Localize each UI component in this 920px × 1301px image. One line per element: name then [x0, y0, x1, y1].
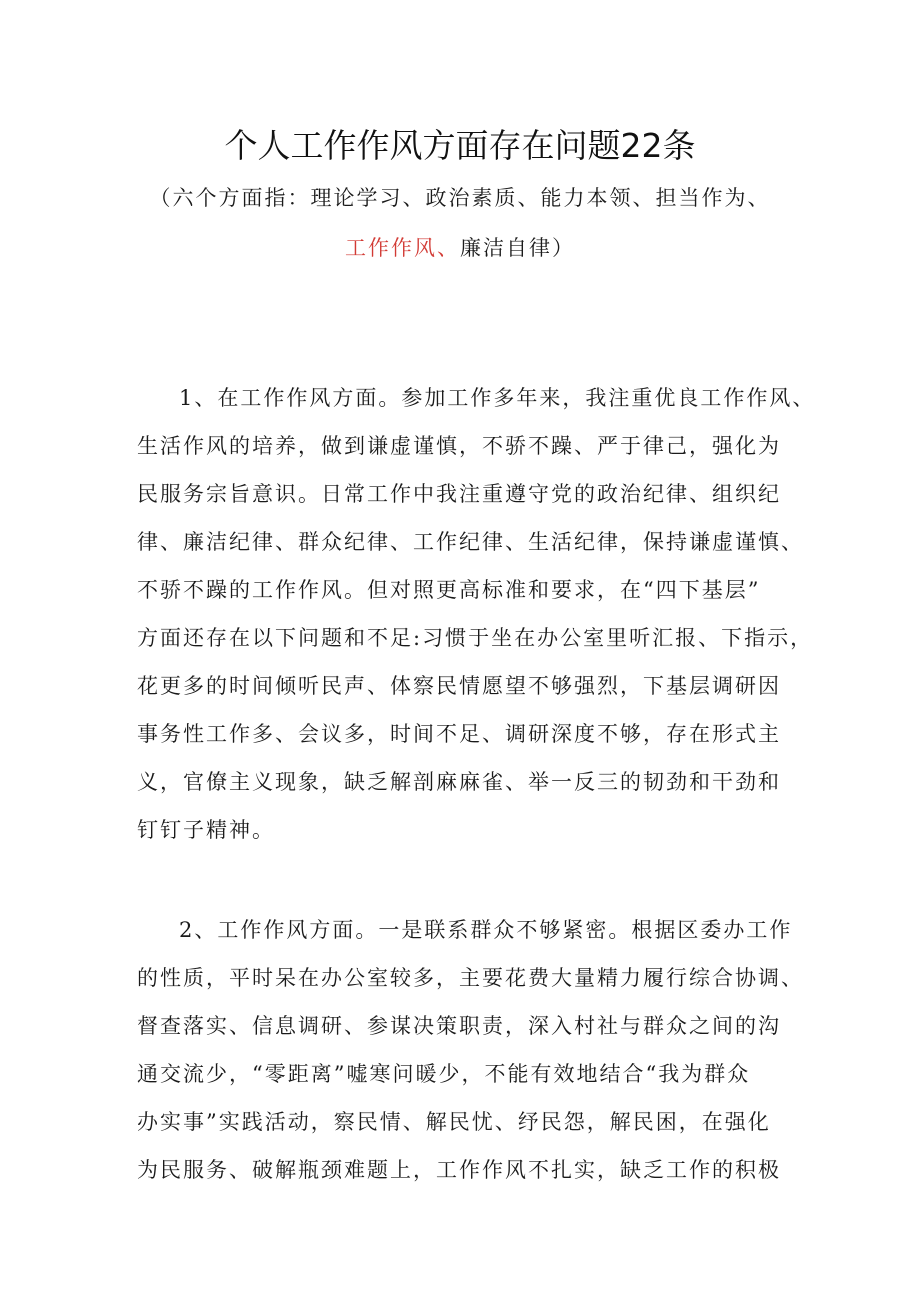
subtitle-rest: 廉洁自律）: [460, 236, 575, 260]
paragraph-line: 花更多的时间倾听民声、体察民情愿望不够强烈，下基层调研因: [137, 674, 781, 698]
paragraph-2: [137, 906, 804, 1194]
paragraph-line: 义，官僚主义现象，缺乏解剖麻麻雀、举一反三的韧劲和干劲和: [137, 770, 781, 794]
paragraph-line: 钉钉子精神。: [137, 818, 275, 842]
paragraph-line: 律、廉洁纪律、群众纪律、工作纪律、生活纪律，保持谦虚谨慎、: [137, 530, 804, 554]
paragraph-line: 民服务宗旨意识。日常工作中我注重遵守党的政治纪律、组织纪: [137, 482, 781, 506]
paragraph-line: 不骄不躁的工作作风。但对照更高标准和要求，在“四下基层”: [137, 578, 761, 602]
paragraph-line: 事务性工作多、会议多，时间不足、调研深度不够，存在形式主: [137, 722, 781, 746]
paragraph-line: 方面还存在以下问题和不足:习惯于坐在办公室里听汇报、下指示，: [137, 626, 814, 650]
paragraph-line: 2、工作作风方面。一是联系群众不够紧密。根据区委办工作: [179, 918, 793, 942]
paragraph-line: 生活作风的培养，做到谦虚谨慎，不骄不躁、严于律己，强化为: [137, 434, 781, 458]
subtitle-line-2: [0, 233, 920, 263]
paragraph-line: 办实事”实践活动，察民情、解民忧、纾民怨，解民困，在强化: [137, 1110, 771, 1134]
document-title: 个人工作作风方面存在问题22条: [224, 126, 696, 165]
paragraph-line: 1、在工作作风方面。参加工作多年来，我注重优良工作作风、: [179, 386, 816, 410]
paragraph-line: 督查落实、信息调研、参谋决策职责，深入村社与群众之间的沟: [137, 1014, 781, 1038]
paragraph-line: 的性质，平时呆在办公室较多，主要花费大量精力履行综合协调、: [137, 966, 804, 990]
subtitle-highlight: 工作作风、: [345, 236, 460, 260]
paragraph-1: [137, 374, 816, 854]
subtitle-line-1: （六个方面指：理论学习、政治素质、能力本领、担当作为、: [149, 186, 771, 210]
paragraph-line: 为民服务、破解瓶颈难题上，工作作风不扎实，缺乏工作的积极: [137, 1158, 781, 1182]
paragraph-line: 通交流少，“零距离”嘘寒问暖少，不能有效地结合“我为群众: [137, 1062, 751, 1086]
